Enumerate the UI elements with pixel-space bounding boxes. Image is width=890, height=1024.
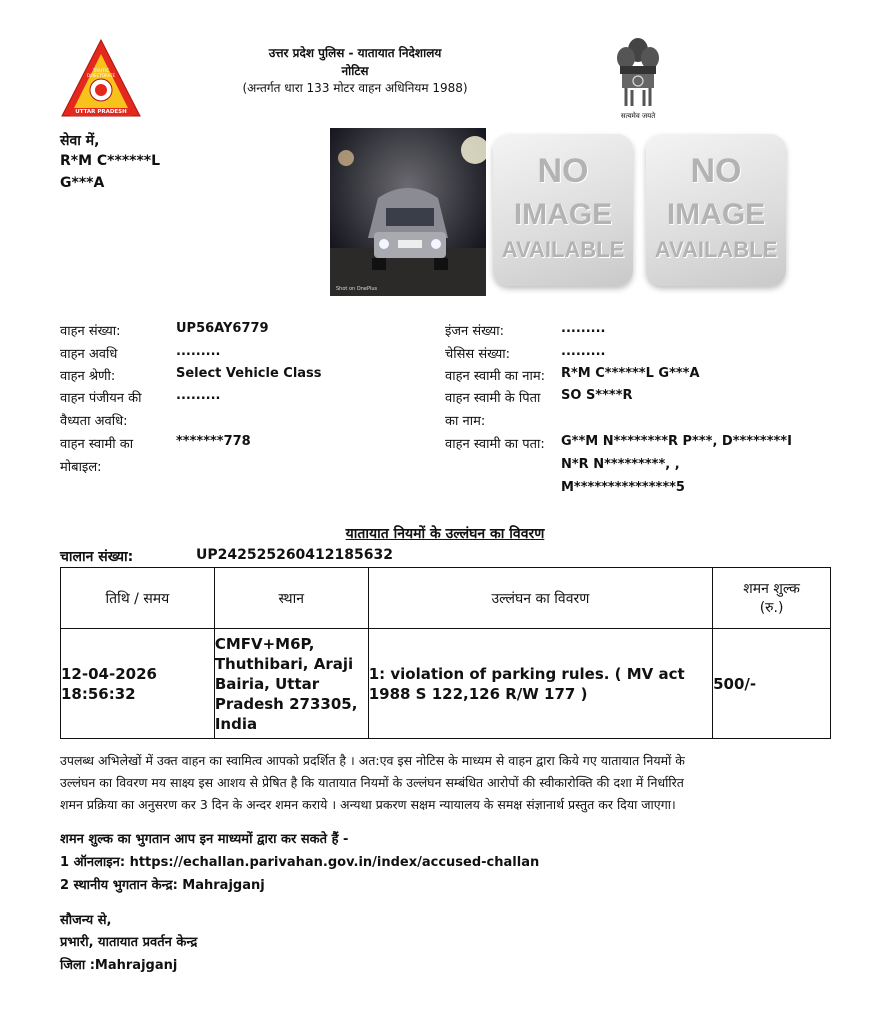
validity-value: ......... bbox=[176, 388, 221, 403]
place-line: CMFV+M6P, bbox=[214, 634, 315, 653]
challan-number-label: चालान संख्या: bbox=[60, 549, 134, 565]
traffic-directorate-logo bbox=[60, 38, 142, 120]
violation-section-title: यातायात नियमों के उल्लंघन का विवरण bbox=[345, 526, 545, 542]
violation-date: 12-04-2026 bbox=[61, 664, 157, 683]
emblem-caption: सत्यमेव जयते bbox=[620, 112, 656, 120]
notice-title: नोटिस bbox=[341, 64, 369, 78]
lion-capital-icon bbox=[606, 32, 670, 112]
violation-fee-cell: 500/- bbox=[713, 629, 831, 739]
addressee-place: G***A bbox=[60, 175, 105, 191]
owner-address-line3: M***************5 bbox=[561, 480, 685, 495]
mobile-label-1: वाहन स्वामी का bbox=[60, 437, 134, 452]
no-image-placeholder bbox=[493, 134, 633, 286]
table-row bbox=[61, 629, 831, 739]
owner-name-value: R*M C******L G***A bbox=[561, 366, 700, 381]
violation-photo bbox=[330, 128, 486, 296]
vehicle-period-value: ......... bbox=[176, 344, 221, 359]
no-image-text-1: NO bbox=[690, 152, 742, 190]
addressee-name: R*M C******L bbox=[60, 153, 161, 169]
notice-body-line1: उपलब्ध अभिलेखों में उक्त वाहन का स्वामित्व आपको प्रदर्शित है । अत:एव इस नोटिस के माध्यम से वाहन द्वारा किये गए यातायात नियमों के bbox=[60, 753, 685, 768]
logo-subtext: UTTAR PRADESH bbox=[75, 109, 127, 115]
no-image-text-3: AVAILABLE bbox=[501, 237, 625, 262]
place-line: Thuthibari, Araji bbox=[214, 654, 354, 673]
footer-officer: प्रभारी, यातायात प्रवर्तन केन्द्र bbox=[60, 935, 198, 950]
no-image-text-2: IMAGE bbox=[666, 198, 766, 231]
col-header-fee bbox=[713, 568, 831, 629]
footer-district: जिला :Mahrajganj bbox=[60, 958, 178, 973]
violation-datetime-cell bbox=[61, 629, 215, 739]
col-header-place: स्थान bbox=[214, 568, 368, 629]
payment-online: 1 ऑनलाइन: https://echallan.parivahan.gov.in/index/accused-challan bbox=[60, 855, 540, 870]
father-name-value: SO S****R bbox=[561, 388, 633, 403]
photo-caption: Shot on OnePlus bbox=[336, 286, 378, 292]
description-line: 1: violation of parking rules. ( MV act bbox=[368, 664, 685, 683]
payment-local: 2 स्थानीय भुगतान केन्द्र: Mahrajganj bbox=[60, 878, 265, 893]
no-image-text-2: IMAGE bbox=[513, 198, 613, 231]
engine-number-value: ......... bbox=[561, 321, 606, 336]
logo-text: TRAFFIC DIRECTORATE bbox=[87, 68, 115, 78]
reg-number-value: UP56AY6779 bbox=[176, 321, 269, 336]
vehicle-period-label: वाहन अवधि bbox=[60, 347, 118, 362]
act-reference: (अन्तर्गत धारा 133 मोटर वाहन अधिनियम 1988) bbox=[242, 81, 468, 95]
father-name-label-1: वाहन स्वामी के पिता bbox=[445, 391, 541, 406]
mobile-label-2: मोबाइल: bbox=[60, 460, 102, 475]
reg-number-label: वाहन संख्या: bbox=[60, 324, 121, 339]
col-header-description: उल्लंघन का विवरण bbox=[368, 568, 712, 629]
no-image-text-3: AVAILABLE bbox=[654, 237, 778, 262]
challan-number-value: UP242525260412185632 bbox=[196, 547, 393, 563]
owner-address-label: वाहन स्वामी का पता: bbox=[445, 437, 545, 452]
notice-body-line3: शमन प्रक्रिया का अनुसरण कर 3 दिन के अन्दर शमन कराये । अन्यथा प्रकरण सक्षम न्यायालय के समक्ष संज्ञानार्थ प्रस्तुत कर दिया जाएगा। bbox=[60, 797, 676, 812]
violation-time: 18:56:32 bbox=[61, 684, 136, 703]
owner-name-label: वाहन स्वामी का नाम: bbox=[445, 369, 545, 384]
chassis-number-value: ......... bbox=[561, 344, 606, 359]
father-name-label-2: का नाम: bbox=[445, 414, 486, 429]
no-image-placeholder bbox=[646, 134, 786, 286]
salutation: सेवा में, bbox=[60, 133, 100, 149]
engine-number-label: इंजन संख्या: bbox=[445, 324, 505, 339]
violation-description-cell bbox=[368, 629, 712, 739]
department-title: उत्तर प्रदेश पुलिस - यातायात निदेशालय bbox=[268, 46, 442, 60]
violation-table bbox=[60, 567, 831, 739]
validity-label-2: वैध्यता अवधि: bbox=[60, 414, 128, 429]
footer-courtesy: सौजन्य से, bbox=[60, 913, 112, 928]
vehicle-class-label: वाहन श्रेणी: bbox=[60, 369, 116, 384]
mobile-value: *******778 bbox=[176, 434, 251, 449]
payment-title: शमन शुल्क का भुगतान आप इन माध्यमों द्वारा कर सकते हैं - bbox=[60, 832, 349, 847]
validity-label-1: वाहन पंजीयन की bbox=[60, 391, 142, 406]
fee-header-line2: (रु.) bbox=[759, 600, 784, 616]
violation-place-cell bbox=[214, 629, 368, 739]
notice-body-line2: उल्लंघन का विवरण मय साक्ष्य इस आशय से प्रेषित है कि यातायात नियमों के उल्लंघन सम्बंधित आरोपों की स्वीकारोक्ति की दशा में निर्धारित bbox=[60, 775, 684, 790]
col-header-datetime: तिथि / समय bbox=[61, 568, 215, 629]
place-line: India bbox=[214, 714, 258, 733]
place-line: Bairia, Uttar bbox=[214, 674, 320, 693]
fee-header-line1: शमन शुल्क bbox=[743, 581, 800, 597]
national-emblem bbox=[606, 32, 670, 122]
owner-address-line2: N*R N*********, , bbox=[561, 457, 680, 472]
chassis-number-label: चेसिस संख्या: bbox=[445, 347, 511, 362]
description-line: 1988 S 122,126 R/W 177 ) bbox=[368, 684, 588, 703]
vehicle-class-value: Select Vehicle Class bbox=[176, 366, 322, 381]
owner-address-line1: G**M N********R P***, D********I bbox=[561, 434, 792, 449]
no-image-text-1: NO bbox=[537, 152, 589, 190]
place-line: Pradesh 273305, bbox=[214, 694, 358, 713]
table-header-row bbox=[61, 568, 831, 629]
